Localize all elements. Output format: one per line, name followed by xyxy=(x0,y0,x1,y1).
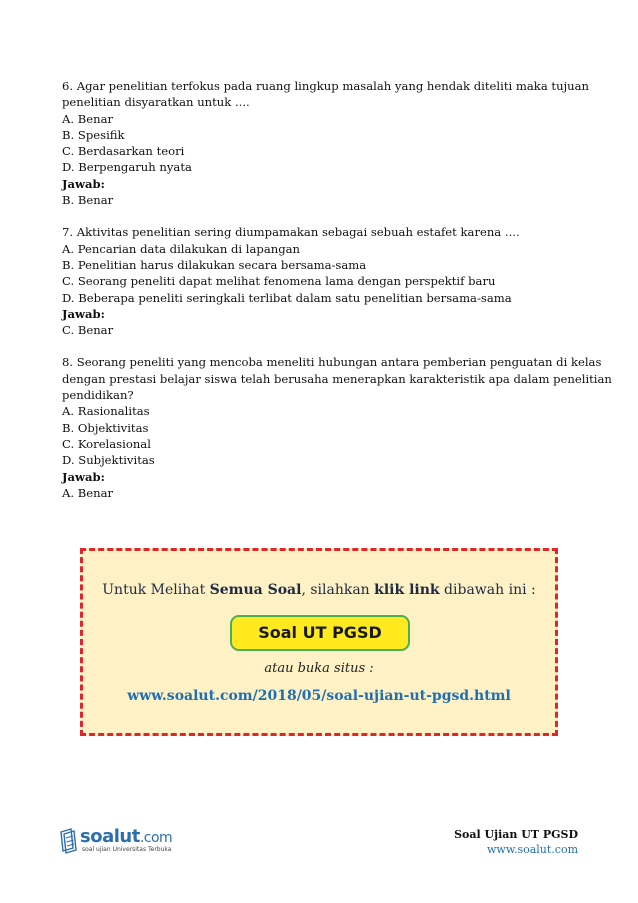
option-c: C. Seorang peneliti dapat melihat fenomena lama dengan perspektif baru xyxy=(62,274,496,289)
question-8 xyxy=(62,354,612,501)
option-b: B. Spesifik xyxy=(62,127,125,142)
answer-text: B. Benar xyxy=(62,193,114,208)
question-list xyxy=(62,78,612,501)
promo-url-link[interactable]: www.soalut.com/2018/05/soal-ujian-ut-pgsd.html xyxy=(127,688,511,704)
answer-label: Jawab: xyxy=(62,176,105,191)
answer-label: Jawab: xyxy=(62,469,105,484)
question-7 xyxy=(62,224,582,338)
promo-text: , silahkan xyxy=(301,582,375,598)
question-text: pendidikan? xyxy=(62,388,134,403)
logo-tagline: soal ujian Universitas Terbuka xyxy=(82,846,172,853)
option-b: B. Penelitian harus dilakukan secara bersama-sama xyxy=(62,257,367,272)
logo-name: soalut xyxy=(80,826,140,847)
promo-instruction xyxy=(83,582,555,598)
option-b: B. Objektivitas xyxy=(62,420,149,435)
footer-site-link[interactable]: www.soalut.com xyxy=(487,843,578,856)
option-c: C. Korelasional xyxy=(62,436,151,451)
promo-text: dibawah ini : xyxy=(439,582,536,598)
answer-text: C. Benar xyxy=(62,323,114,338)
option-d: D. Subjektivitas xyxy=(62,453,155,468)
answer-label: Jawab: xyxy=(62,306,105,321)
option-a: A. Rasionalitas xyxy=(62,404,150,419)
question-text: dengan prestasi belajar siswa telah berusaha menerapkan karakteristik apa dalam penelitian xyxy=(62,371,612,386)
question-6 xyxy=(62,78,589,208)
answer-text: A. Benar xyxy=(62,485,114,500)
footer xyxy=(454,827,578,857)
promo-text: Untuk Melihat xyxy=(102,582,210,598)
footer-title: Soal Ujian UT PGSD xyxy=(454,828,578,841)
logo-domain: .com xyxy=(139,830,173,846)
option-d: D. Berpengaruh nyata xyxy=(62,160,192,175)
option-d: D. Beberapa peneliti seringkali terlibat dalam satu penelitian bersama-sama xyxy=(62,290,512,305)
promo-or-text: atau buka situs : xyxy=(264,661,374,676)
promo-text-bold: klik link xyxy=(374,582,440,598)
soalut-logo xyxy=(58,826,198,856)
promo-text-bold: Semua Soal xyxy=(209,582,302,598)
stacked-papers-icon xyxy=(58,826,80,854)
soal-ut-pgsd-button[interactable]: Soal UT PGSD xyxy=(230,615,410,651)
promo-box xyxy=(80,548,558,736)
question-text: 6. Agar penelitian terfokus pada ruang lingkup masalah yang hendak diteliti maka tujuan xyxy=(62,79,589,93)
question-text: 8. Seorang peneliti yang mencoba meneliti hubungan antara pemberian penguatan di kelas xyxy=(62,355,602,370)
option-a: A. Benar xyxy=(62,111,114,126)
question-text: 7. Aktivitas penelitian sering diumpamakan sebagai sebuah estafet karena .... xyxy=(62,225,520,240)
question-text: penelitian disyaratkan untuk .... xyxy=(62,95,250,110)
logo-wordmark xyxy=(80,826,172,847)
option-c: C. Berdasarkan teori xyxy=(62,144,185,159)
option-a: A. Pencarian data dilakukan di lapangan xyxy=(62,241,301,256)
